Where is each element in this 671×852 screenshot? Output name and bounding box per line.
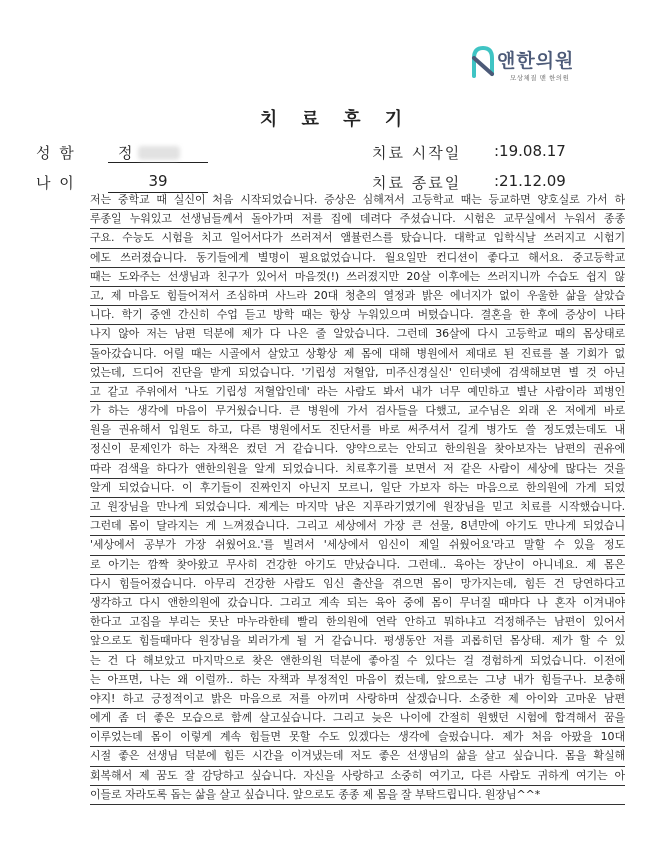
name-redaction — [138, 146, 180, 160]
start-date-label: 치료 시작일 — [372, 144, 462, 162]
review-line: 정신이 문제인가 하는 자책은 컸던 거 같습니다. 양약으로는 안되고 한의원을 찾아보자는 남편의 권유에 — [90, 440, 625, 459]
review-line: 루종일 누워있고 선생님들께서 돌아가며 저를 집에 데려다 주셨습니다. 시험은 교무실에서 누워서 종종 — [90, 210, 625, 229]
review-line: 는 아프면, 나는 왜 이럴까.. 하는 자책과 부정적인 마음이 컸는데, 앞으로는 그냥 내가 힘들구나. 보충해 — [90, 671, 625, 690]
review-line: 고 같고 주위에서 '나도 기립성 저혈압인데' 라는 사람도 봐서 내가 너무 예민하고 별난 사람이라 꾀병인 — [90, 383, 625, 402]
start-date-value: :19.08.17 — [494, 142, 566, 160]
review-line: 그런데 몸이 달라지는 게 느껴졌습니다. 그리고 세상에서 가장 큰 선물, 8년만에 아기도 만나게 되었습니 — [90, 517, 625, 536]
review-line: 이루었는데 몸이 이렇게 계속 힘들면 못할 수도 있겠다는 생각에 슬펐습니다. 제가 처음 아팠을 10대 — [90, 728, 625, 747]
name-field — [36, 142, 76, 163]
end-date-field — [372, 172, 461, 193]
name-value-box — [108, 142, 208, 163]
logo-tagline: 모상체질 맨 한의원 — [510, 74, 570, 82]
clinic-logo — [470, 44, 620, 88]
review-line: 야지! 하고 긍정적이고 밝은 마음으로 저를 아끼며 사랑하며 살겠습니다. 소중한 제 아이와 고마운 남편 — [90, 690, 625, 709]
end-date-label: 치료 종료일 — [372, 174, 462, 192]
review-line: 생각하고 다시 앤한의원에 갔습니다. 그리고 계속 되는 육아 중에 몸이 무너질 때마다 나 혼자 이겨내야 — [90, 594, 625, 613]
review-line: 한다고 고집을 부리는 못난 마누라한테 빨리 한의원에 연락 안하고 뭐하냐고 걱정해주는 남편이 있어서 — [90, 613, 625, 632]
review-line: 다시 힘들어졌습니다. 아무리 건강한 사람도 임신 출산을 겪으면 몸이 망가지는데, 힘든 건 당연하다고 — [90, 575, 625, 594]
review-line: 이들로 자라도록 돕는 삶을 살고 싶습니다. 앞으로도 종종 제 몸을 잘 부탁드립니다. 원장님^^* — [90, 786, 625, 805]
review-line: 니다. 학기 중엔 간신히 수업 듣고 방학 때는 항상 누워있으며 버텼습니다. 결혼을 한 후에 증상이 나타 — [90, 306, 625, 325]
end-date-value: :21.12.09 — [494, 172, 566, 190]
review-line: 나지 않아 저는 남편 덕분에 제가 다 나은 줄 알았습니다. 그런데 36살에 다시 고등학교 때의 몸상태로 — [90, 325, 625, 344]
review-line: 에게 좀 더 좋은 모습으로 함께 살고싶습니다. 그리고 늦은 나이에 간절히 원했던 시험에 합격해서 꿈을 — [90, 709, 625, 728]
logo-mark-icon — [470, 44, 496, 80]
review-line: 회복해서 제 꿈도 잘 감당하고 싶습니다. 자신을 사랑하고 소중히 여기고, 다른 사람도 귀하게 여기는 아 — [90, 767, 625, 786]
review-line: 원을 권유해서 입원도 하고, 다른 병원에서도 진단서를 바로 써주셔서 길게 병가도 쓸 정도였는데도 내 — [90, 421, 625, 440]
document-title: 치 료 후 기 — [259, 109, 412, 130]
review-line: 가 하는 생각에 마음이 무거웠습니다. 큰 병원에 가서 검사들을 다했고, 교수님은 외래 온 저에게 바로 — [90, 402, 625, 421]
name-label: 성 함 — [36, 144, 76, 162]
review-line: 는 건 다 해보았고 마지막으로 찾은 앤한의원 덕분에 좋아질 수 있다는 걸 경험하게 되었습니다. 이전에 — [90, 652, 625, 671]
review-body — [90, 191, 625, 805]
review-line: 로 아기는 깜짝 찾아왔고 무사히 건강한 아기도 만났습니다. 그런데.. 육아는 장난이 아니네요. 제 몸은 — [90, 556, 625, 575]
logo-name: 앤한의원 — [497, 50, 575, 72]
review-line: 구요. 수능도 시험을 치고 일어서다가 쓰러져서 앰뷸런스를 탔습니다. 대학교 입학식날 쓰러지고 시험기 — [90, 229, 625, 248]
review-line: 시절 좋은 선생님 덕분에 힘든 시간을 이겨냈는데 저도 좋은 선생님의 삶을 살고 싶습니다. 몸을 확실해 — [90, 747, 625, 766]
name-value: 정 — [118, 144, 133, 162]
age-field — [36, 172, 76, 193]
review-line: 따라 검색을 하다가 앤한의원을 알게 되었습니다. 치료후기를 보면서 저 같은 사람이 세상에 많다는 것을 — [90, 460, 625, 479]
review-line: '세상에서 공부가 가장 쉬웠어요.'를 빌려서 '세상에서 임신이 제일 쉬웠어요'라고 말할 수 있을 정도 — [90, 536, 625, 555]
review-line: 저는 중학교 때 실신이 처음 시작되었습니다. 증상은 심해져서 고등학교 때는 등교하면 양호실로 가서 하 — [90, 191, 625, 210]
age-value: 39 — [108, 172, 208, 193]
review-line: 에도 쓰러졌습니다. 동기들에게 별명이 필요없었습니다. 월요일만 컨디션이 좋다고 해서요. 중고등학교 — [90, 249, 625, 268]
review-line: 앞으로도 힘들때마다 원장님을 뵈러가게 될 거 같습니다. 평생동안 저를 괴롭히던 몸상태. 제가 할 수 있 — [90, 632, 625, 651]
review-line: 때는 도와주는 선생님과 친구가 있어서 마음껏(!) 쓰러졌지만 20살 이후에는 쓰러지니까 수습도 쉽지 않 — [90, 268, 625, 287]
start-date-field — [372, 142, 461, 163]
age-label: 나 이 — [36, 174, 76, 192]
review-line: 알게 되었습니다. 이 후기들이 진짜인지 아닌지 모르니, 일단 가보자 하는 마음으로 한의원에 가게 되었 — [90, 479, 625, 498]
review-line: 고, 제 마음도 힘들어져서 조심하며 사느라 20대 청춘의 열정과 밝은 에너지가 없이 우울한 삶을 살았습 — [90, 287, 625, 306]
review-line: 고 원장님을 만나게 되었습니다. 제게는 마지막 남은 지푸라기였기에 원장님을 믿고 치료를 시작했습니다. — [90, 498, 625, 517]
review-line: 었는데, 드디어 진단을 받게 되었습니다. '기립성 저혈압, 미주신경실신' 인터넷에 검색해보면 별 것 아닌 — [90, 364, 625, 383]
review-line: 돌아갔습니다. 어릴 때는 시골에서 살았고 상황상 제 몸에 대해 병원에서 제대로 된 진료를 볼 기회가 없 — [90, 345, 625, 364]
